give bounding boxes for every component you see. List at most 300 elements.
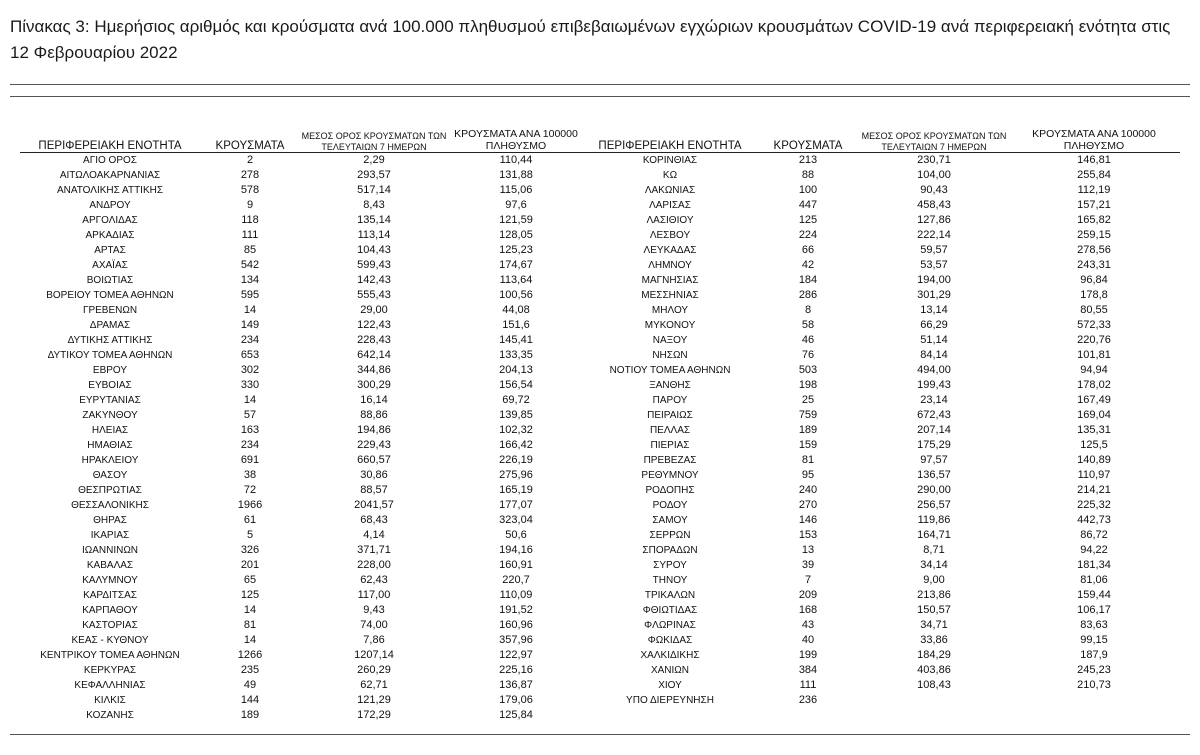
left-avg-7day-cell: 228,43 [357, 334, 391, 346]
left-per-100k-cell: 179,06 [499, 694, 533, 706]
right-cases-cell: 199 [798, 649, 818, 661]
left-unit-name-cell: ΘΕΣΣΑΛΟΝΙΚΗΣ [71, 500, 149, 511]
right-unit-name-cell: ΦΘΙΩΤΙΔΑΣ [642, 605, 698, 616]
left-per-100k-cell: 139,85 [499, 409, 533, 421]
right-cases-cell: 224 [798, 229, 818, 241]
right-avg-7day-cell: 256,57 [917, 499, 951, 511]
left-unit-name-cell: ΘΕΣΠΡΩΤΙΑΣ [78, 485, 142, 496]
left-unit-name-cell: ΚΕΡΚΥΡΑΣ [83, 665, 137, 676]
right-unit-name-cell: ΛΕΣΒΟΥ [649, 230, 691, 241]
table-row [20, 438, 1180, 453]
left-unit-name-cell: ΕΥΡΥΤΑΝΙΑΣ [79, 395, 141, 406]
right-avg-7day-cell: 34,71 [920, 619, 948, 631]
right-per-100k-cell: 278,56 [1077, 244, 1111, 256]
left-cases-cell: 61 [243, 514, 257, 526]
right-cases-cell: 209 [798, 589, 818, 601]
left-cases-cell: 57 [243, 409, 257, 421]
table-row [20, 663, 1180, 678]
right-per-100k-cell: 96,84 [1080, 274, 1108, 286]
left-unit-name-cell: ΑΡΚΑΔΙΑΣ [85, 230, 135, 241]
right-avg-7day-cell: 127,86 [917, 214, 951, 226]
left-unit-name-cell: ΚΕΦΑΛΛΗΝΙΑΣ [74, 680, 146, 691]
left-avg-7day-cell: 371,71 [357, 544, 391, 556]
table-row [20, 498, 1180, 513]
header-unit-right: ΠΕΡΙΦΕΡΕΙΑΚΗ ΕΝΟΤΗΤΑ [584, 124, 756, 153]
right-avg-7day-cell: 222,14 [917, 229, 951, 241]
left-per-100k-cell: 115,06 [499, 184, 533, 196]
left-per-100k-cell: 121,59 [499, 214, 533, 226]
left-avg-7day-cell: 88,86 [360, 409, 388, 421]
left-unit-name-cell: ΚΟΖΑΝΗΣ [86, 710, 134, 721]
table-row [20, 288, 1180, 303]
left-cases-cell: 49 [243, 679, 257, 691]
header-per100k-right: ΚΡΟΥΣΜΑΤΑ ΑΝΑ 100000 ΠΛΗΘΥΣΜΟ [1008, 124, 1180, 153]
left-per-100k-cell: 133,35 [499, 349, 533, 361]
left-avg-7day-cell: 599,43 [357, 259, 391, 271]
right-unit-name-cell: ΚΟΡΙΝΘΙΑΣ [642, 155, 698, 166]
right-unit-name-cell: ΠΡΕΒΕΖΑΣ [643, 455, 697, 466]
right-per-100k-cell: 214,21 [1077, 484, 1111, 496]
left-cases-cell: 691 [240, 454, 260, 466]
left-per-100k-cell: 204,13 [499, 364, 533, 376]
left-per-100k-cell: 177,07 [499, 499, 533, 511]
right-avg-7day-cell: 97,57 [920, 454, 948, 466]
left-unit-name-cell: ΑΝΔΡΟΥ [89, 200, 131, 211]
right-cases-cell: 503 [798, 364, 818, 376]
left-avg-7day-cell: 260,29 [357, 664, 391, 676]
table-row [20, 348, 1180, 363]
left-unit-name-cell: ΚΕΝΤΡΙΚΟΥ ΤΟΜΕΑ ΑΘΗΝΩΝ [40, 650, 180, 661]
left-avg-7day-cell: 1207,14 [354, 649, 394, 661]
left-per-100k-cell: 156,54 [499, 379, 533, 391]
right-per-100k-cell: 169,04 [1077, 409, 1111, 421]
right-avg-7day-cell: 90,43 [920, 184, 948, 196]
left-avg-7day-cell: 8,43 [363, 199, 385, 211]
left-per-100k-cell: 110,09 [499, 589, 533, 601]
table-row [20, 528, 1180, 543]
right-unit-name-cell: ΝΑΞΟΥ [652, 335, 688, 346]
left-avg-7day-cell: 135,14 [357, 214, 391, 226]
table-row [20, 228, 1180, 243]
right-avg-7day-cell: 23,14 [920, 394, 948, 406]
left-per-100k-cell: 102,32 [499, 424, 533, 436]
right-unit-name-cell: ΜΕΣΣΗΝΙΑΣ [641, 290, 699, 301]
right-per-100k-cell: 255,84 [1077, 169, 1111, 181]
left-cases-cell: 189 [240, 709, 260, 721]
left-unit-name-cell: ΑΡΤΑΣ [94, 245, 126, 256]
left-cases-cell: 81 [243, 619, 257, 631]
right-per-100k-cell: 157,21 [1077, 199, 1111, 211]
right-unit-name-cell: ΡΟΔΟΥ [652, 500, 688, 511]
right-per-100k-cell: 135,31 [1077, 424, 1111, 436]
left-unit-name-cell: ΒΟΡΕΙΟΥ ΤΟΜΕΑ ΑΘΗΝΩΝ [46, 290, 174, 301]
right-cases-cell: 759 [798, 409, 818, 421]
left-unit-name-cell: ΖΑΚΥΝΘΟΥ [82, 410, 138, 421]
right-avg-7day-cell: 84,14 [920, 349, 948, 361]
header-row [20, 124, 1180, 153]
right-unit-name-cell: ΦΛΩΡΙΝΑΣ [644, 620, 696, 631]
left-cases-cell: 234 [240, 334, 260, 346]
left-per-100k-cell: 165,19 [499, 484, 533, 496]
right-cases-cell: 58 [801, 319, 815, 331]
left-avg-7day-cell: 7,86 [363, 634, 385, 646]
right-unit-name-cell: ΠΕΙΡΑΙΩΣ [647, 410, 693, 421]
right-per-100k-cell: 106,17 [1077, 604, 1111, 616]
right-unit-name-cell: ΞΑΝΘΗΣ [649, 380, 691, 391]
left-unit-name-cell: ΑΧΑΪΑΣ [92, 260, 128, 271]
right-per-100k-cell: 86,72 [1080, 529, 1108, 541]
left-per-100k-cell: 160,91 [499, 559, 533, 571]
left-avg-7day-cell: 344,86 [357, 364, 391, 376]
right-per-100k-cell: 259,15 [1077, 229, 1111, 241]
right-unit-name-cell: ΡΟΔΟΠΗΣ [645, 485, 695, 496]
right-per-100k-cell: 187,9 [1080, 649, 1108, 661]
left-avg-7day-cell: 300,29 [357, 379, 391, 391]
left-unit-name-cell: ΕΒΡΟΥ [92, 365, 128, 376]
right-unit-name-cell: ΧΑΛΚΙΔΙΚΗΣ [640, 650, 700, 661]
left-cases-cell: 578 [240, 184, 260, 196]
left-unit-name-cell: ΚΑΒΑΛΑΣ [86, 560, 134, 571]
right-avg-7day-cell: 458,43 [917, 199, 951, 211]
right-per-100k-cell [1008, 693, 1180, 708]
right-unit-name-cell: ΝΗΣΩΝ [652, 350, 688, 361]
right-avg-7day-cell: 194,00 [917, 274, 951, 286]
top-rule [10, 84, 1190, 85]
left-cases-cell: 118 [241, 214, 259, 226]
right-cases-cell: 43 [801, 619, 815, 631]
header-cases-right: ΚΡΟΥΣΜΑΤΑ [756, 124, 860, 153]
right-avg-7day-cell: 66,29 [920, 319, 948, 331]
left-avg-7day-cell: 88,57 [360, 484, 388, 496]
right-cases-cell: 240 [798, 484, 818, 496]
table-title: Πίνακας 3: Ημερήσιος αριθμός και κρούσματα ανά 100.000 πληθυσμού επιβεβαιωμένων εγχώριων κρουσμάτων COVID-19 ανά περιφερειακή ενότητα στις 12 Φεβρουαρίου 2022 [10, 17, 1171, 62]
right-avg-7day-cell: 34,14 [920, 559, 948, 571]
right-avg-7day-cell: 199,43 [917, 379, 951, 391]
right-avg-7day-cell: 51,14 [920, 334, 948, 346]
right-cases-cell: 384 [798, 664, 818, 676]
right-avg-7day-cell: 108,43 [917, 679, 951, 691]
bottom-rule [10, 734, 1190, 735]
left-avg-7day-cell: 517,14 [357, 184, 391, 196]
left-avg-7day-cell: 117,00 [357, 589, 391, 601]
left-unit-name-cell: ΑΓΙΟ ΟΡΟΣ [83, 155, 137, 166]
right-cases-cell: 153 [798, 529, 818, 541]
right-avg-7day-cell: 150,57 [917, 604, 951, 616]
table-row [20, 393, 1180, 408]
left-per-100k-cell: 275,96 [499, 469, 533, 481]
left-unit-name-cell: ΑΡΓΟΛΙΔΑΣ [82, 215, 138, 226]
right-per-100k-cell: 99,15 [1080, 634, 1108, 646]
left-unit-name-cell: ΗΡΑΚΛΕΙΟΥ [81, 455, 139, 466]
left-per-100k-cell: 145,41 [499, 334, 533, 346]
right-unit-name-cell: ΜΑΓΝΗΣΙΑΣ [641, 275, 699, 286]
left-avg-7day-cell: 30,86 [360, 469, 388, 481]
table-row [20, 258, 1180, 273]
left-per-100k-cell: 125,84 [499, 709, 533, 721]
table-row [20, 333, 1180, 348]
left-per-100k-cell: 50,6 [505, 529, 527, 541]
right-unit-name-cell: ΦΩΚΙΔΑΣ [647, 635, 693, 646]
left-per-100k-cell: 174,67 [499, 259, 533, 271]
left-cases-cell: 125 [240, 589, 260, 601]
left-avg-7day-cell: 113,14 [357, 229, 391, 241]
table-row [20, 603, 1180, 618]
table-row [20, 168, 1180, 183]
right-cases-cell: 42 [801, 259, 815, 271]
left-cases-cell: 201 [240, 559, 260, 571]
right-avg-7day-cell: 403,86 [917, 664, 951, 676]
left-unit-name-cell: ΚΙΛΚΙΣ [94, 695, 126, 706]
right-per-100k-cell: 220,76 [1077, 334, 1111, 346]
right-cases-cell: 8 [804, 304, 812, 316]
left-cases-cell: 85 [243, 244, 257, 256]
left-unit-name-cell: ΚΑΡΠΑΘΟΥ [82, 605, 138, 616]
table-row [20, 513, 1180, 528]
right-cases-cell: 76 [801, 349, 815, 361]
left-avg-7day-cell: 660,57 [357, 454, 391, 466]
left-unit-name-cell: ΗΜΑΘΙΑΣ [87, 440, 133, 451]
right-per-100k-cell: 178,02 [1077, 379, 1111, 391]
right-unit-name-cell: ΛΑΡΙΣΑΣ [649, 200, 691, 211]
right-per-100k-cell: 140,89 [1077, 454, 1111, 466]
right-avg-7day-cell: 184,29 [917, 649, 951, 661]
left-avg-7day-cell: 121,29 [357, 694, 391, 706]
table-row [20, 363, 1180, 378]
left-cases-cell: 326 [240, 544, 260, 556]
right-avg-7day-cell: 207,14 [917, 424, 951, 436]
right-avg-7day-cell: 119,86 [917, 514, 951, 526]
left-avg-7day-cell: 555,43 [357, 289, 391, 301]
left-unit-name-cell: ΔΥΤΙΚΟΥ ΤΟΜΕΑ ΑΘΗΝΩΝ [47, 350, 173, 361]
right-per-100k-cell: 165,82 [1077, 214, 1111, 226]
right-per-100k-cell: 112,19 [1077, 184, 1111, 196]
left-cases-cell: 38 [243, 469, 257, 481]
left-avg-7day-cell: 642,14 [357, 349, 391, 361]
left-per-100k-cell: 225,16 [499, 664, 533, 676]
left-unit-name-cell: ΑΙΤΩΛΟΑΚΑΡΝΑΝΙΑΣ [59, 170, 161, 181]
left-cases-cell: 14 [243, 394, 257, 406]
left-unit-name-cell: ΕΥΒΟΙΑΣ [88, 380, 132, 391]
left-per-100k-cell: 191,52 [499, 604, 533, 616]
right-cases-cell: 236 [798, 694, 818, 706]
left-cases-cell: 14 [243, 634, 257, 646]
left-cases-cell: 144 [240, 694, 260, 706]
table-row [20, 318, 1180, 333]
table-row [20, 558, 1180, 573]
right-cases-cell: 39 [801, 559, 815, 571]
left-unit-name-cell: ΚΑΡΔΙΤΣΑΣ [83, 590, 137, 601]
right-unit-name-cell: ΛΑΣΙΘΙΟΥ [646, 215, 694, 226]
left-cases-cell: 65 [243, 574, 257, 586]
left-unit-name-cell: ΘΑΣΟΥ [92, 470, 128, 481]
right-avg-7day-cell: 290,00 [917, 484, 951, 496]
right-avg-7day-cell: 59,57 [920, 244, 948, 256]
table-row [20, 453, 1180, 468]
left-per-100k-cell: 69,72 [502, 394, 530, 406]
left-avg-7day-cell: 62,43 [360, 574, 388, 586]
right-cases-cell: 168 [798, 604, 818, 616]
left-unit-name-cell: ΚΕΑΣ - ΚΥΘΝΟΥ [71, 635, 149, 646]
table-body [20, 153, 1180, 724]
left-per-100k-cell: 160,96 [499, 619, 533, 631]
right-cases-cell [756, 708, 860, 723]
table-row [20, 423, 1180, 438]
left-per-100k-cell: 323,04 [499, 514, 533, 526]
right-cases-cell: 40 [801, 634, 815, 646]
right-per-100k-cell: 159,44 [1077, 589, 1111, 601]
table-row [20, 183, 1180, 198]
left-avg-7day-cell: 4,14 [363, 529, 385, 541]
left-avg-7day-cell: 29,00 [360, 304, 388, 316]
table-row [20, 303, 1180, 318]
left-avg-7day-cell: 228,00 [357, 559, 391, 571]
right-per-100k-cell: 243,31 [1077, 259, 1111, 271]
right-unit-name-cell: ΣΠΟΡΑΔΩΝ [642, 545, 698, 556]
right-cases-cell: 88 [801, 169, 815, 181]
left-per-100k-cell: 136,87 [499, 679, 533, 691]
left-cases-cell: 14 [243, 604, 257, 616]
left-cases-cell: 542 [240, 259, 260, 271]
right-per-100k-cell: 94,94 [1080, 364, 1108, 376]
right-unit-name-cell: ΛΗΜΝΟΥ [648, 260, 692, 271]
right-avg-7day-cell: 494,00 [917, 364, 951, 376]
second-rule [10, 96, 1190, 97]
left-cases-cell: 149 [240, 319, 260, 331]
left-per-100k-cell: 113,64 [499, 274, 533, 286]
right-unit-name-cell: ΧΙΟΥ [658, 680, 682, 691]
left-per-100k-cell: 151,6 [502, 319, 530, 331]
left-per-100k-cell: 100,56 [499, 289, 533, 301]
right-avg-7day-cell: 33,86 [920, 634, 948, 646]
table-row [20, 633, 1180, 648]
right-unit-name-cell: ΝΟΤΙΟΥ ΤΟΜΕΑ ΑΘΗΝΩΝ [609, 365, 731, 376]
right-cases-cell: 198 [798, 379, 818, 391]
right-avg-7day-cell: 175,29 [917, 439, 951, 451]
right-per-100k-cell: 83,63 [1080, 619, 1108, 631]
right-per-100k-cell: 572,33 [1077, 319, 1111, 331]
left-cases-cell: 302 [240, 364, 260, 376]
right-cases-cell: 286 [798, 289, 818, 301]
left-cases-cell: 278 [240, 169, 260, 181]
right-cases-cell: 100 [798, 184, 818, 196]
right-per-100k-cell: 210,73 [1077, 679, 1111, 691]
right-avg-7day-cell [860, 693, 1008, 708]
right-per-100k-cell: 94,22 [1080, 544, 1108, 556]
left-unit-name-cell: ΙΚΑΡΙΑΣ [90, 530, 130, 541]
right-avg-7day-cell: 104,00 [917, 169, 951, 181]
header-per100k-left: ΚΡΟΥΣΜΑΤΑ ΑΝΑ 100000 ΠΛΗΘΥΣΜΟ [448, 124, 584, 153]
table-row [20, 573, 1180, 588]
left-unit-name-cell: ΗΛΕΙΑΣ [91, 425, 129, 436]
right-avg-7day-cell: 213,86 [917, 589, 951, 601]
right-cases-cell: 189 [798, 424, 818, 436]
left-unit-name-cell: ΔΡΑΜΑΣ [89, 320, 131, 331]
left-per-100k-cell: 357,96 [499, 634, 533, 646]
left-unit-name-cell: ΔΥΤΙΚΗΣ ΑΤΤΙΚΗΣ [67, 335, 153, 346]
table-row [20, 198, 1180, 213]
right-unit-name-cell: ΠΑΡΟΥ [652, 395, 688, 406]
right-per-100k-cell: 110,97 [1077, 469, 1111, 481]
left-per-100k-cell: 194,16 [499, 544, 533, 556]
right-cases-cell: 447 [798, 199, 818, 211]
table-row [20, 378, 1180, 393]
left-cases-cell: 234 [240, 439, 260, 451]
left-avg-7day-cell: 2,29 [363, 154, 385, 166]
right-per-100k-cell [1008, 708, 1180, 723]
right-cases-cell: 25 [801, 394, 815, 406]
left-avg-7day-cell: 74,00 [360, 619, 388, 631]
left-avg-7day-cell: 122,43 [357, 319, 391, 331]
right-cases-cell: 159 [798, 439, 818, 451]
left-avg-7day-cell: 68,43 [360, 514, 388, 526]
left-cases-cell: 235 [240, 664, 260, 676]
table-row [20, 588, 1180, 603]
table-row [20, 153, 1180, 169]
right-unit-name-cell: ΣΥΡΟΥ [653, 560, 687, 571]
left-avg-7day-cell: 16,14 [360, 394, 388, 406]
left-avg-7day-cell: 104,43 [357, 244, 391, 256]
right-unit-name-cell: ΜΥΚΟΝΟΥ [644, 320, 696, 331]
right-avg-7day-cell: 301,29 [917, 289, 951, 301]
right-per-100k-cell: 181,34 [1077, 559, 1111, 571]
right-cases-cell: 146 [798, 514, 818, 526]
right-avg-7day-cell: 53,57 [920, 259, 948, 271]
table-row [20, 408, 1180, 423]
left-cases-cell: 5 [246, 529, 254, 541]
right-unit-name-cell: ΥΠΟ ΔΙΕΡΕΥΝΗΣΗ [626, 695, 714, 706]
right-cases-cell: 213 [798, 154, 818, 166]
right-unit-name-cell: ΚΩ [662, 170, 678, 181]
left-unit-name-cell: ΑΝΑΤΟΛΙΚΗΣ ΑΤΤΙΚΗΣ [56, 185, 164, 196]
header-avg-right: ΜΕΣΟΣ ΟΡΟΣ ΚΡΟΥΣΜΑΤΩΝ ΤΩΝ ΤΕΛΕΥΤΑΙΩΝ 7 ΗΜΕΡΩΝ [860, 124, 1008, 153]
left-per-100k-cell: 125,23 [499, 244, 533, 256]
left-unit-name-cell: ΘΗΡΑΣ [93, 515, 127, 526]
right-cases-cell: 125 [798, 214, 818, 226]
left-per-100k-cell: 110,44 [499, 154, 533, 166]
left-unit-name-cell: ΙΩΑΝΝΙΝΩΝ [81, 545, 139, 556]
right-unit-name-cell: ΤΗΝΟΥ [652, 575, 688, 586]
left-avg-7day-cell: 293,57 [357, 169, 391, 181]
left-unit-name-cell: ΚΑΣΤΟΡΙΑΣ [82, 620, 138, 631]
table-row [20, 618, 1180, 633]
right-unit-name-cell: ΠΙΕΡΙΑΣ [650, 440, 690, 451]
right-unit-name-cell: ΡΕΘΥΜΝΟΥ [641, 470, 699, 481]
left-cases-cell: 330 [240, 379, 260, 391]
right-avg-7day-cell: 164,71 [917, 529, 951, 541]
right-per-100k-cell: 101,81 [1077, 349, 1111, 361]
left-per-100k-cell: 131,88 [499, 169, 533, 181]
right-cases-cell: 7 [804, 574, 812, 586]
left-cases-cell: 111 [241, 229, 259, 241]
right-per-100k-cell: 125,5 [1080, 439, 1108, 451]
header-unit-left: ΠΕΡΙΦΕΡΕΙΑΚΗ ΕΝΟΤΗΤΑ [20, 124, 200, 153]
right-avg-7day-cell: 8,71 [923, 544, 945, 556]
right-cases-cell: 46 [801, 334, 815, 346]
left-per-100k-cell: 166,42 [499, 439, 533, 451]
right-per-100k-cell: 178,8 [1080, 289, 1108, 301]
right-per-100k-cell: 225,32 [1077, 499, 1111, 511]
right-unit-name-cell [584, 708, 756, 723]
right-unit-name-cell: ΧΑΝΙΩΝ [650, 665, 690, 676]
left-per-100k-cell: 220,7 [502, 574, 530, 586]
table-row [20, 678, 1180, 693]
right-cases-cell: 81 [801, 454, 815, 466]
right-avg-7day-cell: 136,57 [917, 469, 951, 481]
right-cases-cell: 13 [801, 544, 815, 556]
right-per-100k-cell: 442,73 [1077, 514, 1111, 526]
left-cases-cell: 72 [243, 484, 257, 496]
left-per-100k-cell: 97,6 [505, 199, 527, 211]
